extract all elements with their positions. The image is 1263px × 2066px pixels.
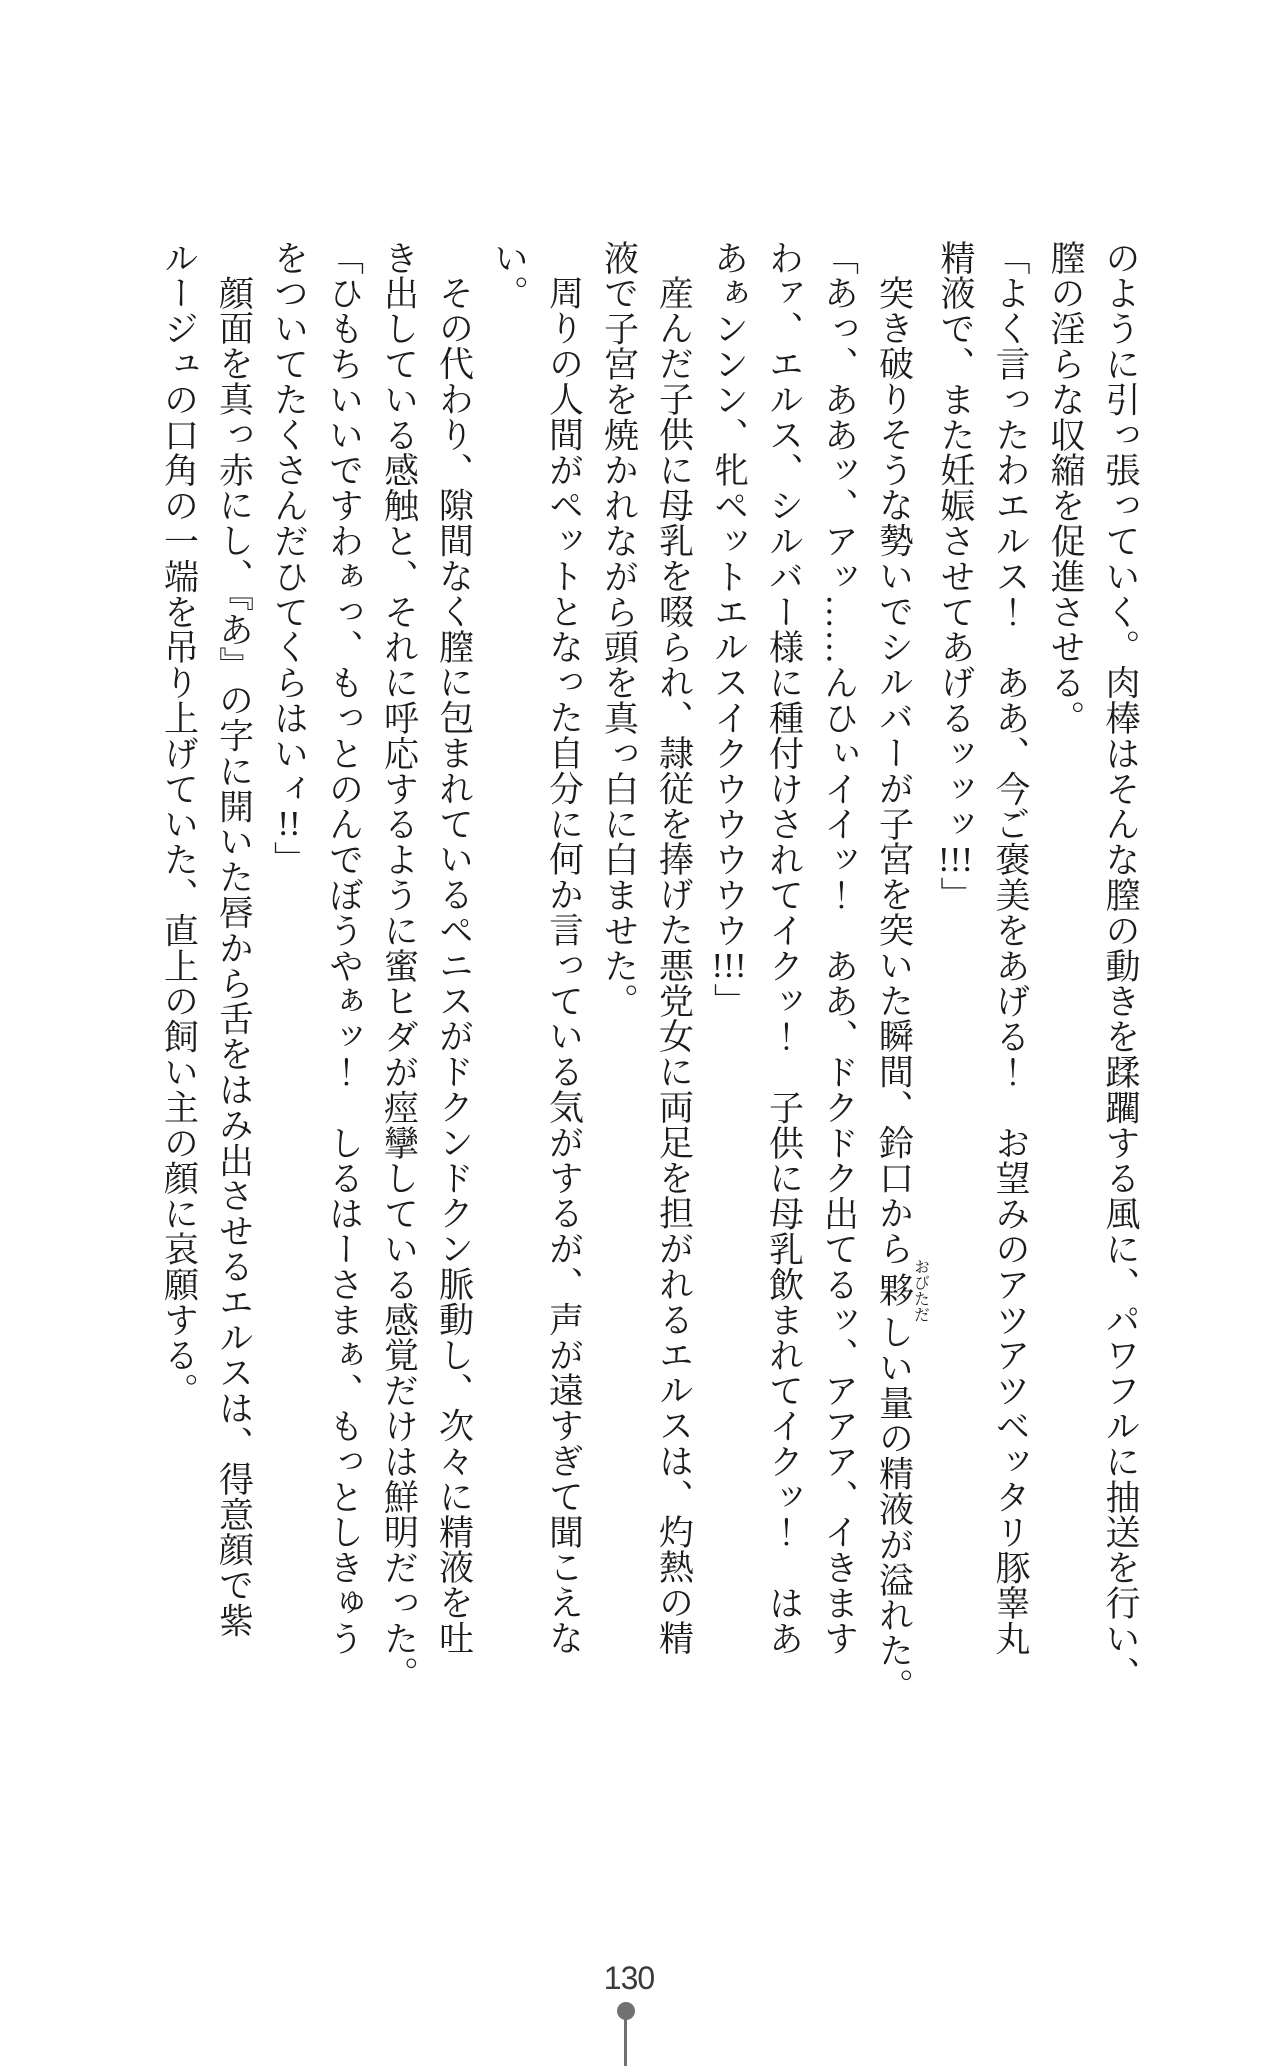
text-column — [702, 240, 757, 1715]
text-segment: 産んだ子供に母乳を啜られ、隷従を捧げた悪党女に両足を担がれるエルスは、灼熱の精 — [654, 275, 694, 1656]
text-segment: 周りの人間がペットとなった自分に何か言っている気がするが、声が遠すぎて聞こえな — [544, 275, 584, 1656]
ruby-annotation: おびただ — [911, 1258, 929, 1323]
text-column — [983, 240, 1038, 1715]
text-segment: ルージュの口角の一端を吊り上げていた、直上の飼い主の顔に哀願する。 — [159, 240, 199, 1409]
text-segment: 」 — [936, 876, 975, 913]
text-segment: のように引っ張っていく。肉棒はそんな膣の動きを蹂躙する風に、パワフルに抽送を行い、 — [1101, 240, 1140, 1692]
text-block — [158, 240, 1148, 1715]
text-column — [207, 240, 262, 1715]
tate-chu-yoko-segment: !! — [277, 806, 301, 842]
text-segment: 膣の淫らな収縮を促進させる。 — [1046, 240, 1085, 736]
text-column — [262, 240, 317, 1715]
text-column — [867, 240, 929, 1715]
text-segment: 「よく言ったわエルス！ ああ、今ご褒美をあげる！ お望みのアツアツベッタリ豚睾丸 — [991, 240, 1030, 1656]
text-segment: 「ひもちいいですわぁっ、もっとのんでぼうやぁッ！ しるはーさまぁ、もっとしきゅう — [324, 240, 364, 1656]
text-column — [1093, 240, 1148, 1715]
text-column — [152, 240, 207, 1715]
text-segment: をついてたくさんだひてくらはいィ — [269, 240, 309, 807]
text-column — [928, 240, 983, 1715]
text-column — [537, 240, 592, 1715]
text-segment: い。 — [489, 240, 529, 311]
text-segment: あぁンンン、牝ペットエルスイクウウウウウ — [709, 240, 749, 948]
text-column — [592, 240, 647, 1715]
text-segment: 」 — [269, 841, 309, 877]
text-segment: 液で子宮を焼かれながら頭を真っ白に白ませた。 — [599, 240, 639, 1019]
ruby-base: 夥 — [874, 1258, 914, 1323]
text-column — [317, 240, 372, 1715]
text-segment: しい量の精液が溢れた。 — [874, 1314, 914, 1704]
text-column — [757, 240, 812, 1715]
text-segment: 」 — [709, 983, 749, 1019]
text-segment: 精液で、また妊娠させてあげるッッッ — [936, 240, 975, 842]
text-column — [372, 240, 427, 1715]
page-number: 130 — [603, 1960, 655, 1996]
text-column — [427, 240, 482, 1715]
tate-chu-yoko-segment: !!! — [938, 841, 973, 877]
text-segment: き出している感触と、それに呼応するように蜜ヒダが痙攣している感覚だけは鮮明だった。 — [379, 240, 419, 1692]
position-marker-line — [624, 2018, 627, 2066]
text-column — [647, 240, 702, 1715]
text-column — [1038, 240, 1093, 1715]
text-column — [482, 240, 537, 1715]
text-segment: わァ、エルス、シルバー様に種付けされてイクッ！ 子供に母乳飲まれてイクッ！ はあ — [764, 240, 804, 1656]
text-segment: その代わり、隙間なく膣に包まれているペニスがドクンドクン脈動し、次々に精液を吐 — [434, 275, 474, 1656]
text-segment: 「あっ、ああッ、アッ……んひぃイイッ！ ああ、ドクドク出てるッ、アアア、イきます — [819, 240, 859, 1656]
text-column — [812, 240, 867, 1715]
tate-chu-yoko-segment: !!! — [711, 948, 747, 983]
ruby-group — [874, 1258, 929, 1323]
text-segment: 突き破りそうな勢いでシルバーが子宮を突いた瞬間、鈴口から — [874, 275, 914, 1267]
text-segment: 顔面を真っ赤にし、『あ』の字に開いた唇から舌をはみ出させるエルスは、得意顔で紫 — [214, 275, 254, 1639]
